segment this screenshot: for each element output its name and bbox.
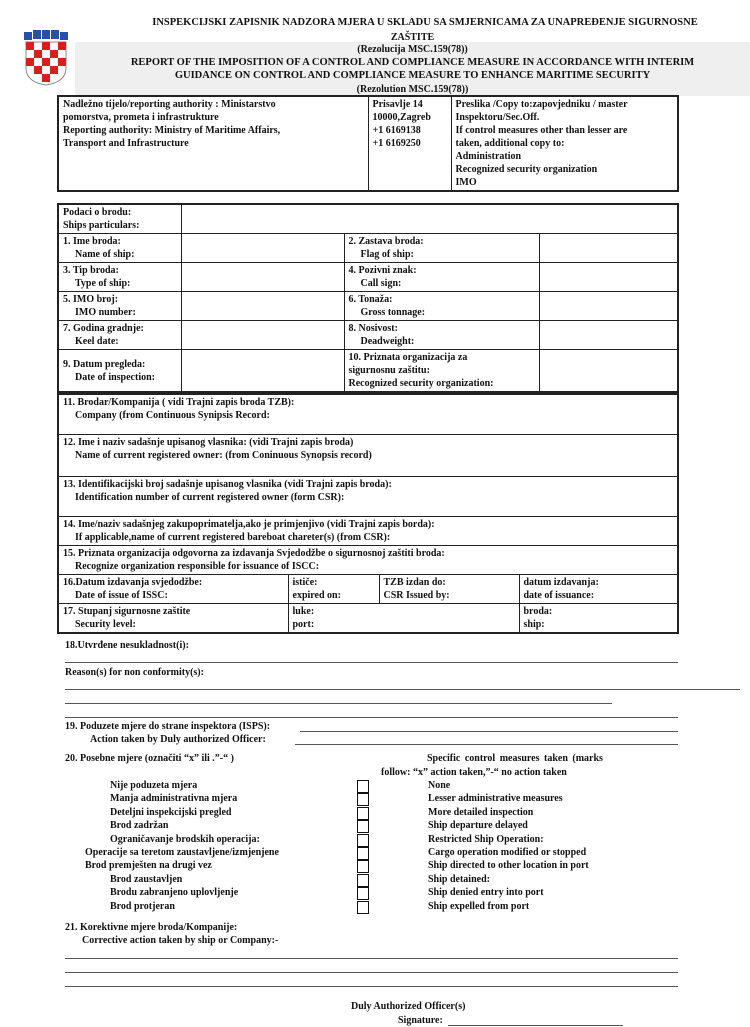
- measure-label-en: None: [428, 780, 451, 791]
- text-line: datum izdavanja:: [523, 576, 599, 588]
- reason-line[interactable]: [65, 717, 678, 718]
- coat-of-arms-logo: [22, 30, 70, 90]
- text-line: luke:: [292, 605, 315, 617]
- text-line: If applicable,name of current registered bareboat chareter(s) (from CSR):: [75, 531, 391, 543]
- text-line: Keel date:: [75, 336, 119, 347]
- text-line: Security level:: [75, 618, 136, 630]
- text-line: sigurnosnu zaštitu:: [348, 365, 430, 376]
- owner-name-field[interactable]: [58, 434, 678, 476]
- label-rso: [344, 350, 539, 393]
- measure-label-en: Ship directed to other location in port: [428, 860, 589, 872]
- resolution-hr: (Rezolucija MSC.159(78)): [357, 44, 468, 55]
- csr-issue-date[interactable]: [519, 574, 678, 603]
- section-21-label: 21. Korektivne mjere broda/Kompanije:: [65, 922, 238, 933]
- text-line: Administration: [455, 151, 522, 162]
- measure-label-hr: Brod protjeran: [110, 900, 175, 912]
- label-tonnage: [344, 292, 539, 321]
- text-line: Recognize organization responsible for issuance of ISCC:: [75, 560, 320, 572]
- measure-checkbox[interactable]: [357, 901, 369, 914]
- section-20-right-2: follow: “x” action taken,”-“ no action taken: [381, 767, 567, 778]
- issc-org-field[interactable]: [58, 545, 678, 574]
- measure-checkbox[interactable]: [357, 780, 369, 793]
- text-line: Ships particulars:: [63, 220, 140, 231]
- label-imo: [58, 292, 181, 321]
- label-deadweight: [344, 321, 539, 350]
- measure-label-hr: Ograničavanje brodskih operacija:: [110, 833, 260, 845]
- company-field[interactable]: [58, 394, 678, 434]
- text-line: 16.Datum izdavanja svjedodžbe:: [63, 576, 203, 588]
- measure-label-hr: Brodu zabranjeno uplovljenje: [110, 887, 239, 899]
- imo-field[interactable]: [181, 292, 344, 321]
- section-19-label: 19. Poduzete mjere do strane inspektora (ISPS):: [65, 721, 271, 732]
- ship-header-field[interactable]: [181, 204, 678, 234]
- deadweight-field[interactable]: [539, 321, 678, 350]
- measure-checkbox[interactable]: [357, 887, 369, 900]
- title-en-2: GUIDANCE ON CONTROL AND COMPLIANCE MEASURE TO ENHANCE MARITIME SECURITY: [174, 70, 651, 81]
- text-line: 3. Tip broda:: [63, 265, 119, 276]
- text-line: Inspektoru/Sec.Off.: [455, 112, 540, 123]
- authority-table: [57, 95, 679, 192]
- text-line: 17. Stupanj sigurnosne zaštite: [63, 605, 191, 617]
- csr-issued-by[interactable]: [379, 574, 519, 603]
- measure-checkbox[interactable]: [357, 807, 369, 820]
- measure-label-hr: Nije poduzeta mjera: [110, 780, 198, 791]
- measure-label-en: More detailed inspection: [428, 806, 534, 818]
- text-line: Company (from Continuous Synipsis Record:: [75, 410, 270, 421]
- text-line: Type of ship:: [75, 278, 131, 289]
- type-of-ship-field[interactable]: [181, 263, 344, 292]
- text-line: Date of inspection:: [75, 371, 155, 383]
- label-inspection-date: [58, 350, 181, 393]
- flag-field[interactable]: [539, 234, 678, 263]
- text-line: Date of issue of ISSC:: [75, 589, 168, 601]
- ship-header: [58, 204, 181, 234]
- reason-line[interactable]: [65, 689, 740, 690]
- ship-security-level[interactable]: [519, 603, 678, 633]
- issc-expiry[interactable]: [288, 574, 379, 603]
- text-line: Preslika /Copy to:zapovjedniku / master: [455, 99, 628, 110]
- text-line: port:: [292, 618, 315, 630]
- port-security-level[interactable]: [288, 603, 519, 633]
- title-en-1: REPORT OF THE IMPOSITION OF A CONTROL AND COMPLIANCE MEASURE IN ACCORDANCE WITH INTERIM: [130, 57, 695, 68]
- ship-particulars-table: [57, 203, 679, 393]
- measure-label-en: Ship expelled from port: [428, 900, 530, 912]
- label-name-of-ship: [58, 234, 181, 263]
- text-line: ističe:: [292, 576, 318, 588]
- text-line: IMO number:: [75, 307, 136, 318]
- reporting-authority: [58, 96, 368, 191]
- measure-label-hr: Deteljni inspekcijski pregled: [110, 806, 232, 818]
- owner-id-field[interactable]: [58, 476, 678, 516]
- text-line: Transport and Infrastructure: [63, 138, 189, 149]
- title-hr-2: ZAŠTITE: [390, 32, 435, 43]
- measure-label-en: Ship departure delayed: [428, 820, 528, 832]
- section-21-en: Corrective action taken by ship or Company:-: [82, 935, 279, 946]
- measure-label-hr: Operacije sa teretom zaustavljene/izmjenjene: [85, 847, 279, 858]
- text-line: expired on:: [292, 589, 341, 601]
- text-line: Prisavlje 14: [372, 99, 423, 110]
- measure-label-en: Lesser administrative measures: [428, 793, 563, 805]
- text-line: If control measures other than lesser are: [455, 125, 628, 136]
- inspection-date-field[interactable]: [181, 350, 344, 393]
- measure-label-hr: Brod zaustavljen: [110, 873, 183, 885]
- text-line: 10. Priznata organizacija za: [348, 352, 468, 363]
- section-18-label: 18.Utvrđene nesukladnost(i):: [65, 640, 189, 651]
- measure-label-hr: Brod premješten na drugi vez: [85, 860, 212, 872]
- section-19-line[interactable]: [300, 731, 678, 732]
- text-line: Call sign:: [360, 278, 402, 289]
- text-line: IMO: [455, 177, 477, 188]
- rso-field[interactable]: [539, 350, 678, 393]
- text-line: broda:: [523, 605, 553, 617]
- text-line: 8. Nosivost:: [348, 323, 398, 334]
- security-level-label: [58, 603, 288, 633]
- measure-checkbox[interactable]: [357, 874, 369, 887]
- text-line: Flag of ship:: [360, 249, 414, 260]
- text-line: Deadweight:: [360, 336, 415, 347]
- text-line: Recognized security organization:: [348, 378, 494, 389]
- measure-label-en: Ship denied entry into port: [428, 887, 544, 899]
- text-line: +1 6169138: [372, 125, 421, 136]
- text-line: Identification number of current registered owner (form CSR):: [75, 491, 345, 503]
- tonnage-field[interactable]: [539, 292, 678, 321]
- text-line: 4. Pozivni znak:: [348, 265, 417, 276]
- measure-checkbox[interactable]: [357, 860, 369, 873]
- text-line: 7. Godina gradnje:: [63, 323, 144, 334]
- text-line: date of issuance:: [523, 589, 595, 601]
- section-20-label: 20. Posebne mjere (označiti “x” ili .”-“ ): [65, 753, 234, 764]
- text-line: 1. Ime broda:: [63, 236, 121, 247]
- text-line: 11. Brodar/Kompanija ( vidi Trajni zapis broda TZB):: [63, 397, 295, 408]
- label-type-of-ship: [58, 263, 181, 292]
- section-18-line[interactable]: [65, 662, 678, 663]
- signature-line[interactable]: [448, 1025, 623, 1026]
- measure-checkbox[interactable]: [357, 820, 369, 833]
- text-line: 5. IMO broj:: [63, 294, 119, 305]
- measure-checkbox[interactable]: [357, 793, 369, 806]
- call-sign-field[interactable]: [539, 263, 678, 292]
- text-line: Nadležno tijelo/reporting authority : Ministarstvo: [63, 99, 276, 110]
- text-line: Recognized security organization: [455, 164, 598, 175]
- text-line: Name of ship:: [75, 249, 135, 260]
- text-line: 9. Datum pregleda:: [63, 358, 146, 370]
- label-keel-date: [58, 321, 181, 350]
- bareboat-field[interactable]: [58, 516, 678, 545]
- reason-label: Reason(s) for non conformity(s):: [65, 667, 204, 678]
- action-taken-label: Action taken by Duly authorized Officer:: [90, 734, 266, 745]
- authority-address: [368, 96, 451, 191]
- action-taken-line[interactable]: [295, 744, 678, 745]
- text-line: 14. Ime/naziv sadašnjeg zakupoprimatelja,ako je primjenjivo (vidi Trajni zapis borda):: [63, 518, 435, 530]
- text-line: 15. Priznata organizacija odgovorna za izdavanja Svjedodžbe o sigurnosnoj zaštiti broda:: [63, 547, 445, 559]
- text-line: 6. Tonaža:: [348, 294, 393, 305]
- label-flag: [344, 234, 539, 263]
- label-call-sign: [344, 263, 539, 292]
- issc-issue-date[interactable]: [58, 574, 288, 603]
- text-line: CSR Issued by:: [383, 589, 450, 601]
- measure-label-hr: Brod zadržan: [110, 820, 169, 832]
- text-line: Name of current registered owner: (from Coninuous Synopsis record): [75, 449, 372, 461]
- section-20-right-1: Specific control measures taken (marks: [427, 753, 603, 764]
- text-line: 10000,Zagreb: [372, 112, 431, 123]
- company-table: [57, 393, 679, 634]
- measure-label-en: Restricted Ship Operation:: [428, 833, 544, 845]
- text-line: taken, additional copy to:: [455, 138, 565, 149]
- measure-checkbox[interactable]: [357, 834, 369, 847]
- corrective-line[interactable]: [65, 958, 678, 959]
- signature-label: Signature:: [398, 1015, 443, 1026]
- measure-label-en: Cargo operation modified or stopped: [428, 847, 587, 858]
- text-line: Reporting authority: Ministry of Maritime Affairs,: [63, 125, 281, 136]
- text-line: Podaci o brodu:: [63, 207, 132, 218]
- corrective-line[interactable]: [65, 972, 678, 973]
- text-line: Gross tonnage:: [360, 307, 426, 318]
- text-line: pomorstva, prometa i infrastrukture: [63, 112, 219, 123]
- measure-label-en: Ship detained:: [428, 873, 490, 885]
- measure-checkbox[interactable]: [357, 847, 369, 860]
- officer-title: Duly Authorized Officer(s): [351, 1001, 466, 1012]
- resolution-en: (Rezolution MSC.159(78)): [356, 84, 469, 95]
- name-of-ship-field[interactable]: [181, 234, 344, 263]
- copy-to: [451, 96, 678, 191]
- text-line: TZB izdan do:: [383, 576, 446, 588]
- corrective-line[interactable]: [65, 986, 678, 987]
- keel-date-field[interactable]: [181, 321, 344, 350]
- title-hr-1: INSPEKCIJSKI ZAPISNIK NADZORA MJERA U SKLADU SA SMJERNICAMA ZA UNAPREĐENJE SIGURNOSNE: [152, 17, 698, 28]
- measure-label-hr: Manja administrativna mjera: [110, 793, 238, 805]
- text-line: 13. Identifikacijski broj sadašnje upisanog vlasnika (vidi Trajni zapis broda):: [63, 478, 392, 490]
- text-line: 12. Ime i naziv sadašnje upisanog vlasnika: (vidi Trajni zapis broda): [63, 436, 354, 448]
- text-line: +1 6169250: [372, 138, 421, 149]
- text-line: 2. Zastava broda:: [348, 236, 424, 247]
- text-line: ship:: [523, 618, 545, 630]
- reason-line[interactable]: [65, 703, 612, 704]
